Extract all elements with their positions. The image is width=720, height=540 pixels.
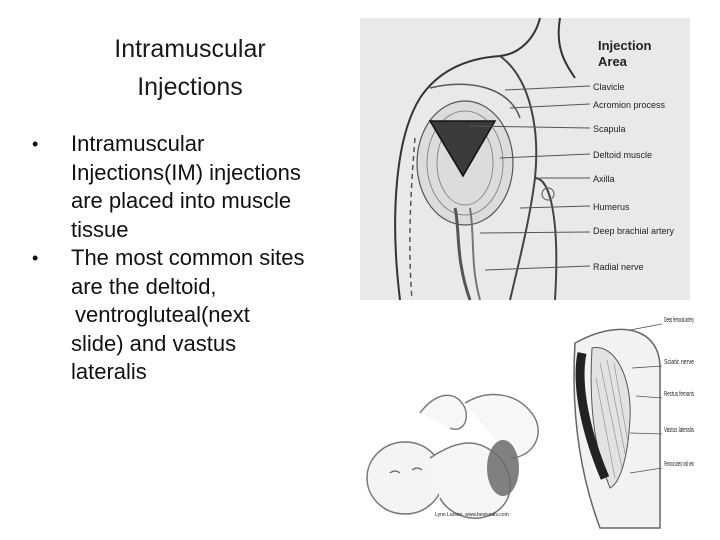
label-rectus-femoris: Rectus femoris (664, 391, 695, 398)
infant-head (367, 442, 443, 514)
bullet-dot-icon: • (32, 134, 39, 154)
label-humerus: Humerus (593, 202, 630, 212)
slide-title-line-2: Injections (137, 73, 243, 101)
label-femoral-artery-vein: Femoral artery and vein (664, 461, 695, 468)
label-clavicle: Clavicle (593, 82, 625, 92)
figure-credit: Lynn Larson, www.bevisoals.com (435, 512, 509, 518)
infant-arm (420, 395, 466, 429)
deltoid-injection-figure (360, 18, 690, 300)
label-acromion: Acromion process (593, 100, 666, 110)
bullet-item (30, 244, 360, 387)
bullet-text-line: Intramuscular (71, 131, 205, 156)
bullet-text-line: lateralis (71, 359, 147, 384)
vastus-lateralis-figure (360, 308, 696, 528)
bullet-list (30, 130, 360, 387)
label-scapula: Scapula (593, 124, 626, 134)
scapula-dashed-outline (410, 138, 415, 300)
bullet-text-line: tissue (71, 216, 129, 242)
bullet-item (30, 130, 360, 244)
label-axilla: Axilla (593, 174, 615, 184)
bullet-text-line: are the deltoid, (71, 273, 217, 299)
bullet-text-line: The most common sites (71, 245, 305, 270)
injection-area-heading-line-2: Area (598, 54, 627, 69)
bullet-text-line: slide) and vastus (71, 330, 237, 356)
slide-title (40, 30, 340, 106)
label-deep-femoral-artery: Deep femoral artery (664, 317, 695, 324)
bullet-text-line: are placed into muscle (71, 188, 292, 213)
bullet-text-line: ventrogluteal(next (75, 302, 250, 327)
bullet-text-line: Injections(IM) injections (71, 159, 301, 185)
label-deep-brachial-artery: Deep brachial artery (593, 226, 675, 236)
infant-injection-site (487, 440, 519, 496)
label-sciatic-nerve: Sciatic nerve (664, 359, 695, 366)
label-radial-nerve: Radial nerve (593, 262, 644, 272)
bullet-dot-icon: • (32, 248, 39, 268)
vastus-illustration (360, 308, 696, 528)
injection-area-heading-line-1: Injection (598, 38, 652, 53)
label-vastus-lateralis: Vastus lateralis (664, 427, 695, 434)
deltoid-illustration (360, 18, 690, 300)
slide-title-line-1: Intramuscular (114, 35, 266, 63)
neck-outline (559, 18, 575, 78)
label-deltoid: Deltoid muscle (593, 150, 653, 160)
